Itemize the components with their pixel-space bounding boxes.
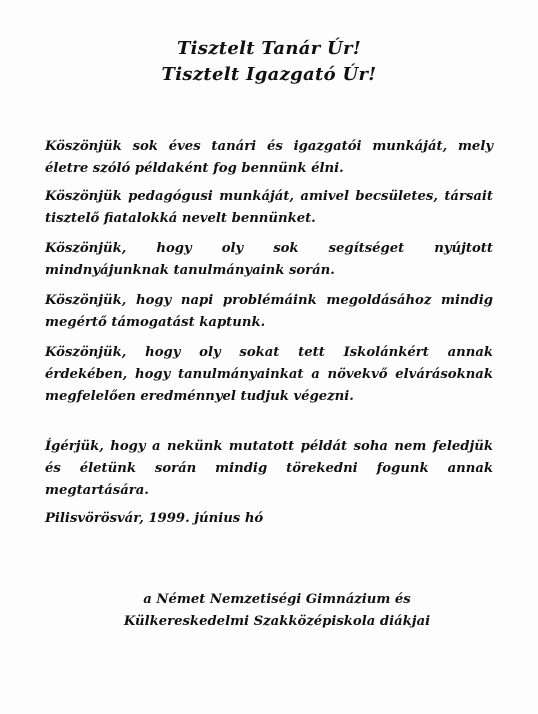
paragraph-2: Köszönjük pedagógusi munkáját, amivel becsületes, társait tisztelő fiatalokká nevelt bennünket. bbox=[45, 189, 493, 226]
paragraph-promise: Ígérjük, hogy a nekünk mutatott példát soha nem feledjük és életünk során mindig törekedni fogunk annak megtartására. bbox=[45, 439, 493, 498]
signature-line-1: a Német Nemzetiségi Gimnázium és bbox=[143, 592, 411, 607]
paragraph-5: Köszönjük, hogy oly sokat tett Iskolánkért annak érdekében, hogy tanulmányainkat a növekvő elvárásoknak megfelelően eredménnyel tudjuk végezni. bbox=[45, 345, 493, 404]
place-date: Pilisvörösvár, 1999. június hó bbox=[45, 511, 264, 526]
signature-line-2: Külkereskedelmi Szakközépiskola diákjai bbox=[123, 614, 431, 629]
paragraph-3: Köszönjük, hogy oly sok segítséget nyújtott mindnyájunknak tanulmányaink során. bbox=[45, 241, 493, 278]
salutation-line-1: Tisztelt Tanár Úr! bbox=[176, 38, 362, 59]
paragraph-4: Köszönjük, hogy napi problémáink megoldásához mindig megértő támogatást kaptunk. bbox=[45, 293, 493, 330]
paragraph-1: Köszönjük sok éves tanári és igazgatói munkáját, mely életre szóló példaként fog bennünk élni. bbox=[45, 139, 493, 176]
salutation-line-2: Tisztelt Igazgató Úr! bbox=[161, 64, 377, 85]
